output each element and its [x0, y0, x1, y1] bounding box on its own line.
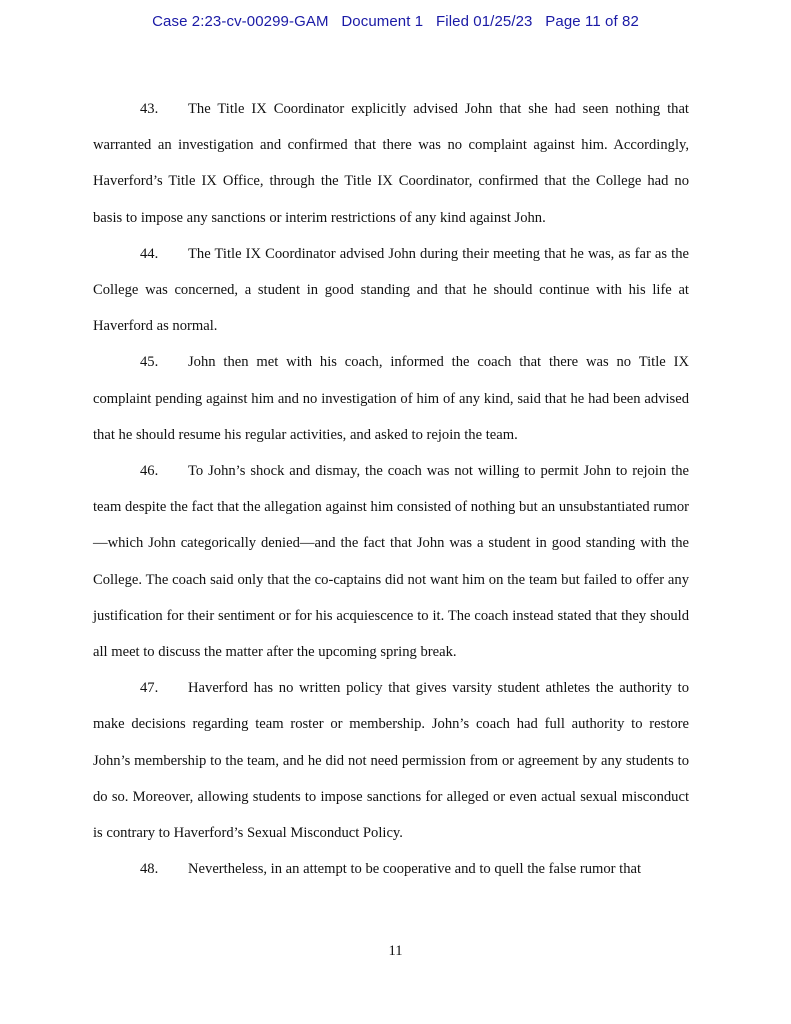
- page-number: 11: [388, 943, 403, 959]
- paragraph-number: 45.: [140, 354, 159, 371]
- paragraph-44: [93, 236, 689, 345]
- paragraph-text: Nevertheless, in an attempt to be cooperative and to quell the false rumor that: [188, 861, 642, 878]
- paragraph-text: The Title IX Coordinator explicitly advised John that she had seen nothing that warranted an investigation and confirmed that there was no complaint against him. Accordingly, Haverford’s Title IX Office, through the Title IX Coordinator, confirmed that the College had no basis to impose any sanctions or interim restrictions of any kind against John.: [93, 101, 689, 226]
- paragraph-number: 44.: [140, 245, 159, 262]
- paragraph-48: [93, 851, 689, 887]
- paragraph-number: 43.: [140, 101, 159, 117]
- paragraph-number: 46.: [140, 463, 159, 480]
- paragraph-47: [93, 670, 689, 851]
- paragraph-43: [93, 91, 689, 236]
- ecf-filing-header: Case 2:23-cv-00299-GAM Document 1 Filed 01/25/23 Page 11 of 82: [152, 13, 639, 30]
- paragraph-text: The Title IX Coordinator advised John during their meeting that he was, as far as the College was concerned, a student in good standing and that he should continue with his life at Haverford as normal.: [93, 245, 689, 335]
- paragraph-46: [93, 453, 689, 670]
- paragraph-text: Haverford has no written policy that gives varsity student athletes the authority to make decisions regarding team roster or membership. John’s coach had full authority to restore John’s membership to the team, and he did not need permission from or agreement by any students to do so. Moreover, allowing students to impose sanctions for alleged or even actual sexual misconduct is contrary to Haverford’s Sexual Misconduct Policy.: [93, 680, 689, 842]
- paragraph-number: 48.: [140, 861, 159, 878]
- paragraph-45: [93, 344, 689, 453]
- paragraph-text: John then met with his coach, informed the coach that there was no Title IX complaint pending against him and no investigation of him of any kind, said that he had been advised that he should resume his regular activities, and asked to rejoin the team.: [93, 354, 689, 443]
- document-body: [93, 91, 689, 887]
- paragraph-text: To John’s shock and dismay, the coach was not willing to permit John to rejoin the team despite the fact that the allegation against him consisted of nothing but an unsubstantiated rumor—which John categorically denied—and the fact that John was a student in good standing with the College. The coach said only that the co-captains did not want him on the team but failed to offer any justification for their sentiment or for his acquiescence to it. The coach instead stated that they should all meet to discuss the matter after the upcoming spring break.: [93, 463, 689, 661]
- paragraph-number: 47.: [140, 680, 159, 697]
